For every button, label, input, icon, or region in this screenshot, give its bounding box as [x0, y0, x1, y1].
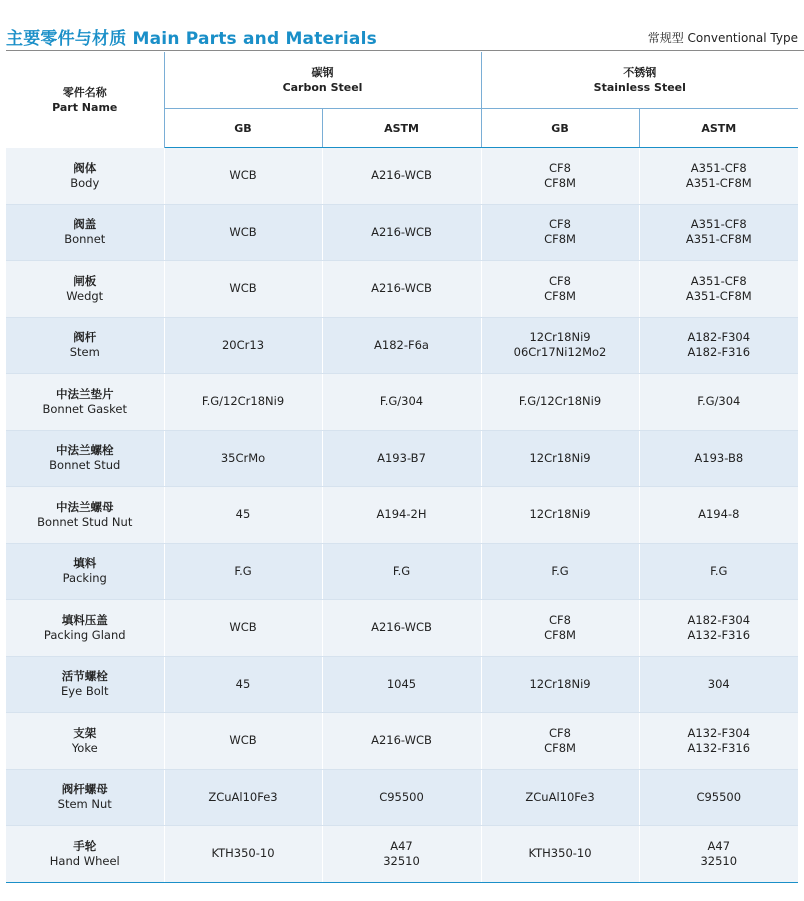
stainless-gb-cell	[481, 430, 639, 487]
material-value: A351-CF8	[690, 273, 747, 288]
material-value: F.G	[392, 563, 411, 578]
table-row	[6, 317, 798, 374]
part-name-en: Packing Gland	[43, 627, 126, 642]
table-row	[6, 204, 798, 261]
material-value: CF8	[549, 217, 571, 232]
part-name-cell	[6, 656, 164, 713]
stainless-astm-cell	[639, 713, 798, 770]
table-row	[6, 826, 798, 883]
header-part-name-en: Part Name	[52, 100, 118, 114]
part-name-en: Hand Wheel	[49, 853, 120, 868]
stainless-astm-cell	[639, 543, 798, 600]
table-row	[6, 148, 798, 205]
part-name-cn: 填料压盖	[61, 612, 108, 627]
header-divider	[6, 50, 804, 51]
material-value: A351-CF8	[690, 160, 747, 175]
part-name-cn: 中法兰垫片	[56, 386, 114, 401]
material-value: CF8M	[544, 627, 576, 642]
part-name-cell	[6, 430, 164, 487]
material-value: A351-CF8	[690, 217, 747, 232]
part-name-cn: 闸板	[73, 273, 97, 288]
part-name-cell	[6, 317, 164, 374]
carbon-astm-cell	[322, 430, 481, 487]
carbon-astm-cell	[322, 261, 481, 318]
part-name-cell	[6, 487, 164, 544]
table-row	[6, 656, 798, 713]
part-name-cn: 支架	[73, 725, 97, 740]
carbon-gb-cell	[164, 204, 322, 261]
material-value: 20Cr13	[221, 337, 265, 352]
carbon-astm-cell	[322, 826, 481, 883]
carbon-gb-cell	[164, 430, 322, 487]
material-value: F.G/304	[379, 394, 424, 409]
carbon-gb-cell	[164, 543, 322, 600]
part-name-en: Stem	[69, 345, 100, 360]
header-stainless-gb: GB	[481, 109, 639, 148]
header-stainless-cn: 不锈钢	[623, 66, 657, 79]
material-value: 45	[235, 676, 251, 691]
material-value: F.G/304	[697, 394, 741, 409]
carbon-astm-cell	[322, 600, 481, 657]
material-value: F.G/12Cr18Ni9	[201, 394, 285, 409]
material-value: 32510	[700, 853, 738, 868]
material-value: CF8M	[544, 288, 576, 303]
carbon-astm-cell	[322, 148, 481, 205]
material-value: C95500	[379, 789, 424, 804]
material-value: A351-CF8M	[685, 288, 752, 303]
header-carbon-steel	[164, 52, 481, 109]
material-value: A194-2H	[376, 507, 427, 522]
material-value: F.G	[234, 563, 252, 578]
material-value: A47	[707, 838, 731, 853]
stainless-gb-cell	[481, 487, 639, 544]
stainless-gb-cell	[481, 148, 639, 205]
part-name-cell	[6, 769, 164, 826]
material-value: KTH350-10	[211, 846, 275, 861]
material-value: 06Cr17Ni12Mo2	[513, 345, 607, 360]
material-value: A132-F316	[687, 627, 751, 642]
material-value: F.G	[710, 563, 728, 578]
materials-table	[6, 52, 798, 883]
part-name-en: Packing	[62, 571, 107, 586]
material-value: A47	[390, 838, 413, 853]
table-row	[6, 261, 798, 318]
part-name-en: Bonnet Gasket	[42, 401, 128, 416]
stainless-gb-cell	[481, 543, 639, 600]
header-carbon-astm: ASTM	[322, 109, 481, 148]
part-name-en: Eye Bolt	[61, 684, 109, 699]
stainless-astm-cell	[639, 769, 798, 826]
material-value: 12Cr18Ni9	[529, 676, 591, 691]
material-value: F.G	[551, 563, 569, 578]
carbon-gb-cell	[164, 148, 322, 205]
part-name-en: Bonnet Stud Nut	[37, 514, 133, 529]
part-name-en: Stem Nut	[57, 797, 112, 812]
header-carbon-cn: 碳钢	[311, 66, 334, 79]
material-value: CF8	[549, 273, 571, 288]
part-name-cn: 中法兰螺母	[56, 499, 114, 514]
material-value: A193-B8	[694, 450, 744, 465]
part-name-cell	[6, 826, 164, 883]
material-value: A194-8	[698, 507, 740, 522]
carbon-gb-cell	[164, 713, 322, 770]
material-value: KTH350-10	[528, 846, 592, 861]
part-name-cn: 阀体	[73, 160, 97, 175]
part-name-en: Bonnet	[64, 232, 106, 247]
material-value: 12Cr18Ni9	[529, 450, 591, 465]
stainless-astm-cell	[639, 317, 798, 374]
stainless-astm-cell	[639, 261, 798, 318]
material-value: A351-CF8M	[685, 232, 752, 247]
material-value: A216-WCB	[371, 620, 432, 635]
material-value: ZCuAl10Fe3	[208, 789, 278, 804]
header-part-name	[6, 52, 164, 148]
header-stainless-en: Stainless Steel	[593, 81, 686, 94]
stainless-astm-cell	[639, 487, 798, 544]
stainless-gb-cell	[481, 600, 639, 657]
part-name-cell	[6, 543, 164, 600]
material-value: CF8	[549, 725, 571, 740]
table-row	[6, 487, 798, 544]
table-body	[6, 148, 798, 883]
stainless-gb-cell	[481, 204, 639, 261]
part-name-cn: 活节螺栓	[61, 669, 108, 684]
table-header	[6, 52, 798, 148]
material-value: 35CrMo	[220, 450, 266, 465]
stainless-astm-cell	[639, 148, 798, 205]
page-subtitle: 常规型 Conventional Type	[647, 31, 798, 45]
part-name-en: Yoke	[71, 740, 98, 755]
material-value: WCB	[229, 224, 257, 239]
material-value: A182-F316	[687, 345, 751, 360]
material-value: A182-F304	[687, 612, 751, 627]
material-value: 1045	[386, 676, 417, 691]
material-value: F.G/12Cr18Ni9	[518, 394, 602, 409]
carbon-astm-cell	[322, 204, 481, 261]
material-value: A182-F6a	[374, 337, 429, 352]
carbon-astm-cell	[322, 374, 481, 431]
header-stainless-astm: ASTM	[639, 109, 798, 148]
table-row	[6, 374, 798, 431]
table-row	[6, 430, 798, 487]
part-name-en: Body	[70, 175, 100, 190]
material-value: 304	[707, 676, 730, 691]
page-header	[0, 0, 804, 52]
material-value: ZCuAl10Fe3	[525, 789, 595, 804]
stainless-astm-cell	[639, 430, 798, 487]
material-value: A132-F316	[687, 740, 751, 755]
part-name-cn: 阀杆	[73, 330, 97, 345]
material-value: 12Cr18Ni9	[529, 507, 591, 522]
carbon-gb-cell	[164, 656, 322, 713]
part-name-cn: 填料	[73, 556, 97, 571]
material-value: A216-WCB	[371, 733, 432, 748]
material-value: 45	[235, 507, 251, 522]
material-value: CF8M	[544, 175, 576, 190]
table-row	[6, 713, 798, 770]
carbon-gb-cell	[164, 374, 322, 431]
material-value: CF8M	[544, 232, 576, 247]
carbon-gb-cell	[164, 487, 322, 544]
stainless-astm-cell	[639, 374, 798, 431]
carbon-astm-cell	[322, 543, 481, 600]
stainless-gb-cell	[481, 656, 639, 713]
carbon-astm-cell	[322, 769, 481, 826]
header-carbon-gb: GB	[164, 109, 322, 148]
carbon-astm-cell	[322, 487, 481, 544]
material-value: A216-WCB	[371, 224, 432, 239]
carbon-gb-cell	[164, 317, 322, 374]
carbon-gb-cell	[164, 769, 322, 826]
part-name-en: Wedgt	[66, 288, 104, 303]
table-row	[6, 543, 798, 600]
material-value: CF8	[549, 612, 571, 627]
material-value: C95500	[696, 789, 742, 804]
stainless-astm-cell	[639, 204, 798, 261]
stainless-gb-cell	[481, 826, 639, 883]
table-row	[6, 769, 798, 826]
table-row	[6, 600, 798, 657]
material-value: A351-CF8M	[685, 175, 752, 190]
carbon-astm-cell	[322, 317, 481, 374]
part-name-cell	[6, 148, 164, 205]
material-value: WCB	[229, 281, 257, 296]
part-name-cell	[6, 713, 164, 770]
part-name-cell	[6, 261, 164, 318]
page-title: 主要零件与材质 Main Parts and Materials	[6, 29, 377, 49]
stainless-gb-cell	[481, 769, 639, 826]
part-name-cn: 阀杆螺母	[61, 782, 108, 797]
material-value: A132-F304	[687, 725, 751, 740]
stainless-gb-cell	[481, 374, 639, 431]
material-value: WCB	[229, 733, 257, 748]
stainless-gb-cell	[481, 713, 639, 770]
carbon-gb-cell	[164, 600, 322, 657]
stainless-astm-cell	[639, 656, 798, 713]
material-value: A182-F304	[687, 330, 751, 345]
material-value: 12Cr18Ni9	[529, 330, 591, 345]
stainless-gb-cell	[481, 317, 639, 374]
material-value: A193-B7	[377, 450, 426, 465]
stainless-astm-cell	[639, 826, 798, 883]
material-value: CF8M	[544, 740, 576, 755]
carbon-gb-cell	[164, 826, 322, 883]
part-name-cn: 中法兰螺栓	[56, 443, 114, 458]
material-value: WCB	[229, 620, 257, 635]
part-name-en: Bonnet Stud	[49, 458, 121, 473]
part-name-cn: 手轮	[73, 838, 97, 853]
part-name-cell	[6, 374, 164, 431]
material-value: WCB	[229, 168, 257, 183]
carbon-astm-cell	[322, 713, 481, 770]
part-name-cell	[6, 204, 164, 261]
material-value: CF8	[549, 160, 571, 175]
stainless-gb-cell	[481, 261, 639, 318]
stainless-astm-cell	[639, 600, 798, 657]
part-name-cell	[6, 600, 164, 657]
carbon-gb-cell	[164, 261, 322, 318]
header-stainless-steel	[481, 52, 798, 109]
part-name-cn: 阀盖	[73, 217, 97, 232]
material-value: 32510	[383, 853, 420, 868]
carbon-astm-cell	[322, 656, 481, 713]
material-value: A216-WCB	[371, 168, 432, 183]
material-value: A216-WCB	[371, 281, 432, 296]
header-part-name-cn: 零件名称	[62, 85, 107, 99]
header-carbon-en: Carbon Steel	[282, 81, 363, 94]
